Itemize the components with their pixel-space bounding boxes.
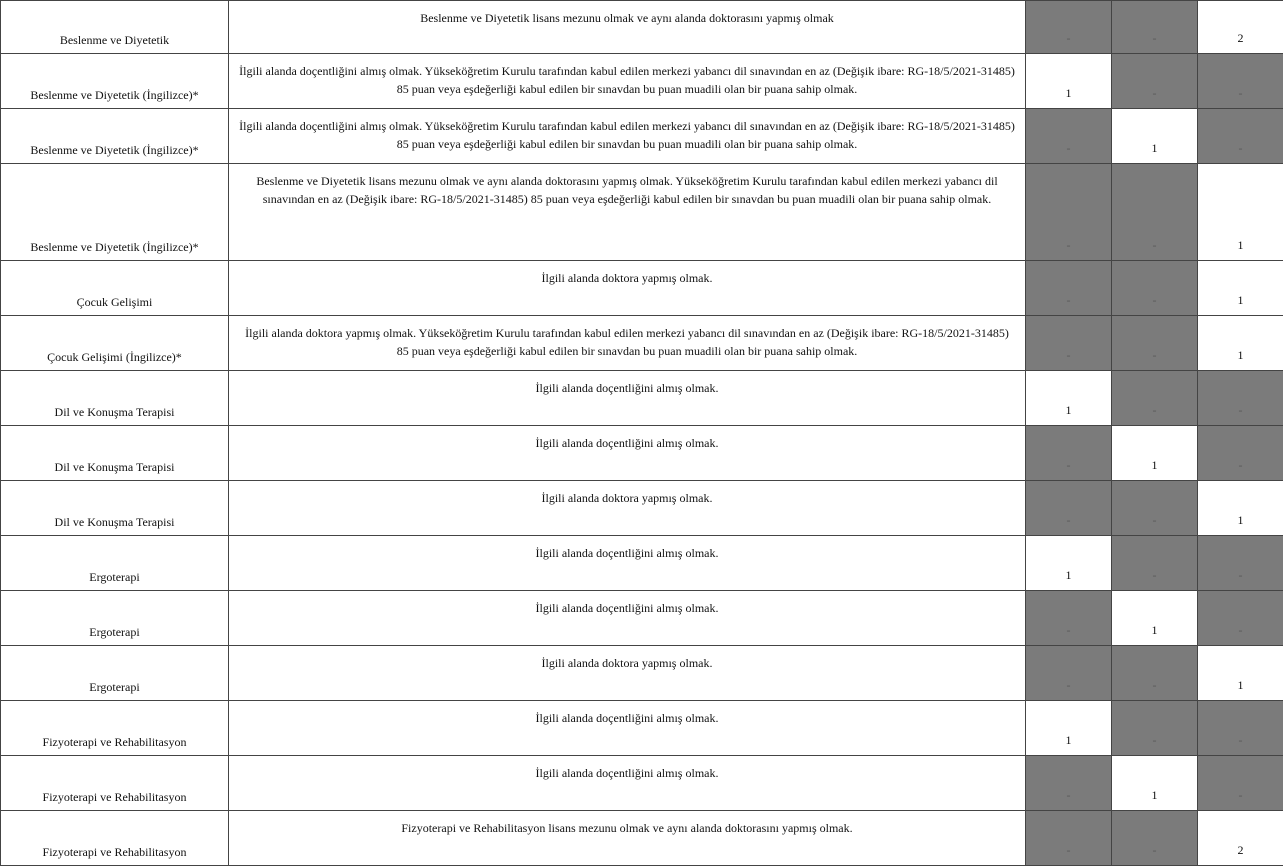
- count-cell-2: 1: [1112, 426, 1198, 481]
- count-cell-2: -: [1112, 811, 1198, 866]
- table-row: [1, 646, 1283, 701]
- requirement-cell: İlgili alanda doçentliğini almış olmak.: [229, 371, 1026, 426]
- department-cell: Fizyoterapi ve Rehabilitasyon: [1, 701, 229, 756]
- count-cell-1: -: [1026, 481, 1112, 536]
- count-cell-2: -: [1112, 261, 1198, 316]
- table-row: [1, 54, 1283, 109]
- count-cell-3: -: [1198, 371, 1283, 426]
- count-cell-2: -: [1112, 164, 1198, 261]
- table-row: [1, 371, 1283, 426]
- positions-table-body: [1, 1, 1283, 866]
- requirement-cell: İlgili alanda doçentliğini almış olmak. Yükseköğretim Kurulu tarafından kabul edilen merkezi yabancı dil sınavından en az (Değişik ibare: RG-18/5/2021-31485) 85 puan veya eşdeğerliği kabul edilen bir sınavdan bu puan muadili olan bir puana sahip olmak.: [229, 54, 1026, 109]
- count-cell-1: 1: [1026, 701, 1112, 756]
- requirement-cell: İlgili alanda doçentliğini almış olmak. Yükseköğretim Kurulu tarafından kabul edilen merkezi yabancı dil sınavından en az (Değişik ibare: RG-18/5/2021-31485) 85 puan veya eşdeğerliği kabul edilen bir sınavdan bu puan muadili olan bir puana sahip olmak.: [229, 109, 1026, 164]
- department-cell: Beslenme ve Diyetetik: [1, 1, 229, 54]
- count-cell-2: -: [1112, 701, 1198, 756]
- requirement-cell: Beslenme ve Diyetetik lisans mezunu olmak ve aynı alanda doktorasını yapmış olmak: [229, 1, 1026, 54]
- count-cell-2: -: [1112, 1, 1198, 54]
- count-cell-3: 1: [1198, 261, 1283, 316]
- count-cell-1: -: [1026, 1, 1112, 54]
- table-row: [1, 109, 1283, 164]
- count-cell-1: -: [1026, 756, 1112, 811]
- table-row: [1, 261, 1283, 316]
- department-cell: Dil ve Konuşma Terapisi: [1, 426, 229, 481]
- count-cell-1: 1: [1026, 371, 1112, 426]
- department-cell: Dil ve Konuşma Terapisi: [1, 371, 229, 426]
- department-cell: Beslenme ve Diyetetik (İngilizce)*: [1, 164, 229, 261]
- requirement-cell: Beslenme ve Diyetetik lisans mezunu olmak ve aynı alanda doktorasını yapmış olmak. Yükseköğretim Kurulu tarafından kabul edilen merkezi yabancı dil sınavından en az (Değişik ibare: RG-18/5/2021-31485) 85 puan veya eşdeğerliği kabul edilen bir sınavdan bu puan muadili olan bir puana sahip olmak.: [229, 164, 1026, 261]
- count-cell-1: -: [1026, 261, 1112, 316]
- department-cell: Ergoterapi: [1, 646, 229, 701]
- count-cell-3: 1: [1198, 316, 1283, 371]
- table-row: [1, 1, 1283, 54]
- table-row: [1, 811, 1283, 866]
- table-row: [1, 481, 1283, 536]
- count-cell-3: -: [1198, 426, 1283, 481]
- department-cell: Çocuk Gelişimi: [1, 261, 229, 316]
- count-cell-3: -: [1198, 701, 1283, 756]
- count-cell-3: -: [1198, 54, 1283, 109]
- requirement-cell: İlgili alanda doçentliğini almış olmak.: [229, 536, 1026, 591]
- count-cell-1: 1: [1026, 536, 1112, 591]
- requirement-cell: İlgili alanda doçentliğini almış olmak.: [229, 591, 1026, 646]
- department-cell: Fizyoterapi ve Rehabilitasyon: [1, 811, 229, 866]
- requirement-cell: İlgili alanda doktora yapmış olmak.: [229, 646, 1026, 701]
- count-cell-3: 2: [1198, 811, 1283, 866]
- department-cell: Fizyoterapi ve Rehabilitasyon: [1, 756, 229, 811]
- count-cell-3: -: [1198, 756, 1283, 811]
- count-cell-3: 1: [1198, 646, 1283, 701]
- requirement-cell: İlgili alanda doktora yapmış olmak. Yükseköğretim Kurulu tarafından kabul edilen merkezi yabancı dil sınavından en az (Değişik ibare: RG-18/5/2021-31485) 85 puan veya eşdeğerliği kabul edilen bir sınavdan bu puan muadili olan bir puana sahip olmak.: [229, 316, 1026, 371]
- count-cell-2: -: [1112, 646, 1198, 701]
- department-cell: Beslenme ve Diyetetik (İngilizce)*: [1, 54, 229, 109]
- count-cell-1: -: [1026, 109, 1112, 164]
- requirement-cell: İlgili alanda doçentliğini almış olmak.: [229, 426, 1026, 481]
- count-cell-2: 1: [1112, 109, 1198, 164]
- count-cell-3: 2: [1198, 1, 1283, 54]
- requirement-cell: İlgili alanda doktora yapmış olmak.: [229, 261, 1026, 316]
- count-cell-1: -: [1026, 811, 1112, 866]
- count-cell-1: -: [1026, 646, 1112, 701]
- requirement-cell: İlgili alanda doçentliğini almış olmak.: [229, 756, 1026, 811]
- count-cell-3: -: [1198, 536, 1283, 591]
- table-row: [1, 164, 1283, 261]
- count-cell-1: -: [1026, 316, 1112, 371]
- table-row: [1, 756, 1283, 811]
- requirement-cell: İlgili alanda doçentliğini almış olmak.: [229, 701, 1026, 756]
- count-cell-3: -: [1198, 109, 1283, 164]
- table-row: [1, 591, 1283, 646]
- table-row: [1, 701, 1283, 756]
- department-cell: Dil ve Konuşma Terapisi: [1, 481, 229, 536]
- count-cell-1: -: [1026, 164, 1112, 261]
- table-row: [1, 536, 1283, 591]
- count-cell-2: -: [1112, 316, 1198, 371]
- department-cell: Çocuk Gelişimi (İngilizce)*: [1, 316, 229, 371]
- count-cell-2: -: [1112, 371, 1198, 426]
- count-cell-1: 1: [1026, 54, 1112, 109]
- count-cell-2: -: [1112, 481, 1198, 536]
- count-cell-3: 1: [1198, 481, 1283, 536]
- table-row: [1, 316, 1283, 371]
- department-cell: Ergoterapi: [1, 591, 229, 646]
- count-cell-2: -: [1112, 536, 1198, 591]
- count-cell-3: 1: [1198, 164, 1283, 261]
- count-cell-2: -: [1112, 54, 1198, 109]
- department-cell: Beslenme ve Diyetetik (İngilizce)*: [1, 109, 229, 164]
- count-cell-2: 1: [1112, 591, 1198, 646]
- count-cell-3: -: [1198, 591, 1283, 646]
- department-cell: Ergoterapi: [1, 536, 229, 591]
- count-cell-1: -: [1026, 591, 1112, 646]
- table-row: [1, 426, 1283, 481]
- requirement-cell: Fizyoterapi ve Rehabilitasyon lisans mezunu olmak ve aynı alanda doktorasını yapmış olmak.: [229, 811, 1026, 866]
- count-cell-2: 1: [1112, 756, 1198, 811]
- requirement-cell: İlgili alanda doktora yapmış olmak.: [229, 481, 1026, 536]
- count-cell-1: -: [1026, 426, 1112, 481]
